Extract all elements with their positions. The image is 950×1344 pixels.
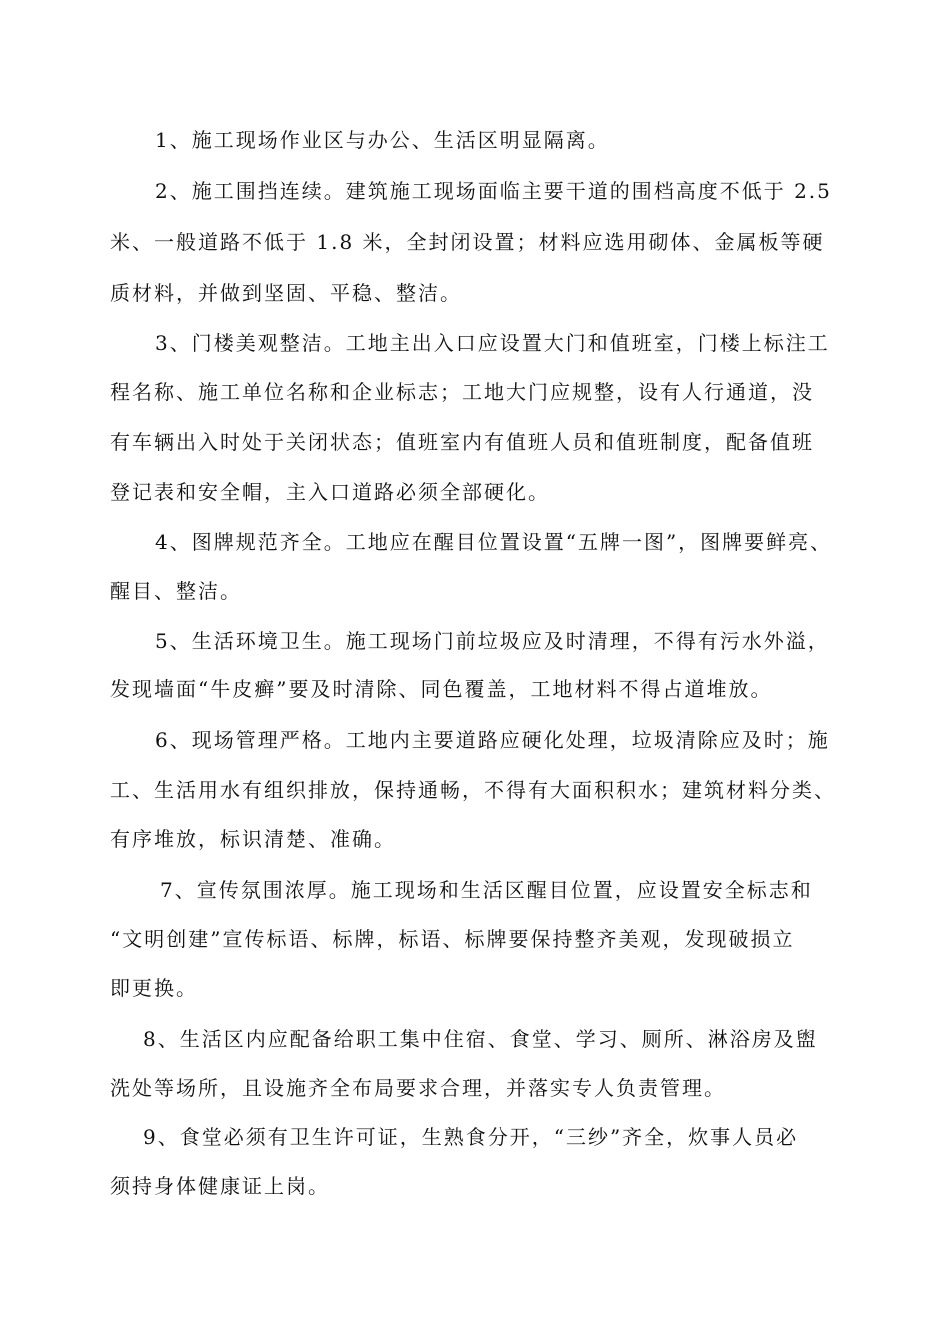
paragraph-5-line-2: 发现墙面“牛皮癣”要及时清除、同色覆盖，工地材料不得占道堆放。 — [110, 677, 773, 701]
paragraph-2-line-3: 质材料，并做到坚固、平稳、整洁。 — [110, 281, 462, 305]
paragraph-7-line-1: 7、宣传氛围浓厚。施工现场和生活区醒目位置，应设置安全标志和 — [160, 878, 813, 902]
paragraph-8-line-1: 8、生活区内应配备给职工集中住宿、食堂、学习、厕所、淋浴房及盥 — [143, 1027, 818, 1051]
paragraph-5-line-1: 5、生活环境卫生。施工现场门前垃圾应及时清理，不得有污水外溢， — [155, 629, 830, 653]
paragraph-3-line-4: 登记表和安全帽，主入口道路必须全部硬化。 — [110, 480, 550, 504]
paragraph-3-line-2: 程名称、施工单位名称和企业标志；工地大门应规整，设有人行通道，没 — [110, 380, 814, 404]
paragraph-3-line-3: 有车辆出入时处于关闭状态；值班室内有值班人员和值班制度，配备值班 — [110, 430, 814, 454]
paragraph-7-line-3: 即更换。 — [110, 976, 198, 1000]
paragraph-4-line-1: 4、图牌规范齐全。工地应在醒目位置设置“五牌一图”，图牌要鲜亮、 — [155, 530, 833, 554]
paragraph-2-line-2: 米、一般道路不低于 1.8 米，全封闭设置；材料应选用砌体、金属板等硬 — [110, 230, 825, 254]
paragraph-2-line-1: 2、施工围挡连续。建筑施工现场面临主要干道的围档高度不低于 2.5 — [155, 179, 832, 203]
paragraph-6-line-2: 工、生活用水有组织排放，保持通畅，不得有大面积积水；建筑材料分类、 — [110, 778, 836, 802]
paragraph-1-line-1: 1、施工现场作业区与办公、生活区明显隔离。 — [155, 128, 610, 152]
paragraph-6-line-1: 6、现场管理严格。工地内主要道路应硬化处理，垃圾清除应及时；施 — [155, 728, 830, 752]
paragraph-6-line-3: 有序堆放，标识清楚、准确。 — [110, 827, 396, 851]
paragraph-9-line-2: 须持身体健康证上岗。 — [110, 1174, 330, 1198]
paragraph-4-line-2: 醒目、整洁。 — [110, 579, 242, 603]
paragraph-7-line-2: “文明创建”宣传标语、标牌，标语、标牌要保持整齐美观，发现破损立 — [110, 927, 795, 951]
paragraph-8-line-2: 洗处等场所，且设施齐全布局要求合理，并落实专人负责管理。 — [110, 1076, 726, 1100]
paragraph-3-line-1: 3、门楼美观整洁。工地主出入口应设置大门和值班室，门楼上标注工 — [155, 331, 830, 355]
paragraph-9-line-1: 9、食堂必须有卫生许可证，生熟食分开，“三纱”齐全，炊事人员必 — [143, 1125, 799, 1149]
